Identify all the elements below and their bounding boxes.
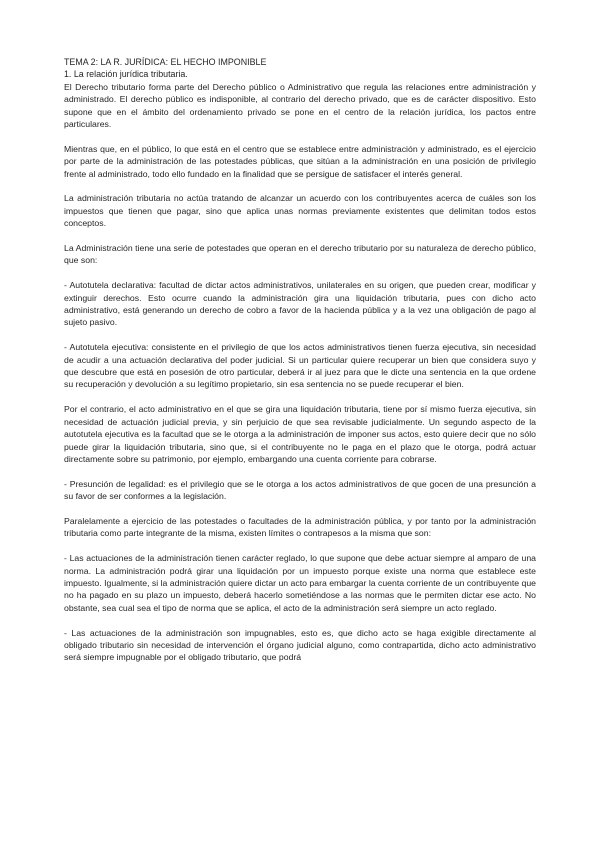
document-title: TEMA 2: LA R. JURÍDICA: EL HECHO IMPONIBLE bbox=[64, 57, 267, 67]
paragraph-4: La Administración tiene una serie de potestades que operan en el derecho tributario por su naturaleza de derecho público, que son: bbox=[64, 243, 536, 266]
paragraph-2: Mientras que, en el público, lo que está en el centro que se establece entre administración y administrado, es el ejercicio por parte de la administración de las potestades públicas, que sitúan a la administración en una posición de privilegio frente al administrado, todo ello fundado en la finalidad que se persigue de satisfacer el interés general. bbox=[64, 143, 536, 179]
paragraph-9: Paralelamente a ejercicio de las potestades o facultades de la administración pública, y por tanto por la administración tributaria como parte integrante de la misma, existen límites o contrapesos a la misma que son: bbox=[64, 515, 536, 539]
section-heading: 1. La relación jurídica tributaria. bbox=[64, 69, 188, 80]
document-body bbox=[64, 56, 536, 676]
paragraph-autotutela-declarativa: - Autotutela declarativa: facultad de dictar actos administrativos, unilaterales en su origen, que pueden crear, modificar y extinguir derechos. Esto ocurre cuando la administración gira una liquidación tributaria, pues con dicho acto administrativo, está generando un derecho de cobro a favor de la hacienda pública y a la vez una obligación de pago al sujeto pasivo. bbox=[64, 280, 536, 328]
paragraph-impugnables: - Las actuaciones de la administración son impugnables, esto es, que dicho acto se haga exigible directamente al obligado tributario sin necesidad de intervención el órgano judicial alguno, como contrapartida, dicho acto administrativo será siempre impugnable por el obligado tributario, que podrá bbox=[64, 627, 536, 663]
paragraph-caracter-reglado: - Las actuaciones de la administración tienen carácter reglado, lo que supone que debe actuar siempre al amparo de una norma. La administración podrá girar una liquidación por un impuesto porque existe una norma que establece este impuesto. Igualmente, si la administración quiere dictar un acto para embargar la cuenta corriente de un contribuyente que no ha pagado en su plazo un impuesto, deberá hacerlo sometiéndose a las normas que le permiten dictar ese acto. No obstante, sea cual sea el tipo de norma que se aplica, el acto de la administración será siempre un acto reglado. bbox=[64, 553, 536, 613]
paragraph-3: La administración tributaria no actúa tratando de alcanzar un acuerdo con los contribuyentes acerca de cuáles son los impuestos que tienen que pagar, sino que aplica unas normas previamente existentes que delimitan todos estos conceptos. bbox=[64, 193, 536, 229]
paragraph-1: El Derecho tributario forma parte del Derecho público o Administrativo que regula las relaciones entre administración y administrado. El derecho público es indisponible, al contrario del derecho privado, que es de carácter dispositivo. Esto supone que en el ámbito del ordenamiento privado se pone en el centro de la relación jurídica, los pactos entre particulares. bbox=[64, 81, 536, 130]
paragraph-7: Por el contrario, el acto administrativo en el que se gira una liquidación tributaria, tiene por sí mismo fuerza ejecutiva, sin necesidad de actuación judicial previa, y sin perjuicio de que sea revisable judicialmente. Un segundo aspecto de la autotutela ejecutiva es la facultad que se le otorga a la administración de imponer sus actos, esto quiere decir que no sólo puede girar la liquidación tributaria, sino que, si el contribuyente no le paga en el plazo que le otorga, podrá actuar directamente sobre su patrimonio, por ejemplo, embargando una cuenta corriente para cobrarse. bbox=[64, 404, 536, 464]
paragraph-presuncion-legalidad: - Presunción de legalidad: es el privilegio que se le otorga a los actos administrativos de que gocen de una presunción a su favor de ser conformes a la legislación. bbox=[64, 478, 536, 502]
paragraph-autotutela-ejecutiva: - Autotutela ejecutiva: consistente en el privilegio de que los actos administrativos tienen fuerza ejecutiva, sin necesidad de acudir a una actuación declarativa del poder judicial. Si un particular quiere recuperar un bien que considera suyo y que descubre que está en posesión de otro particular, deberá ir al juez para que le dicte una sentencia en la que ordene su recuperación y devolución a su legítimo propietario, sin esa sentencia no se puede recuperar el bien. bbox=[64, 342, 536, 390]
